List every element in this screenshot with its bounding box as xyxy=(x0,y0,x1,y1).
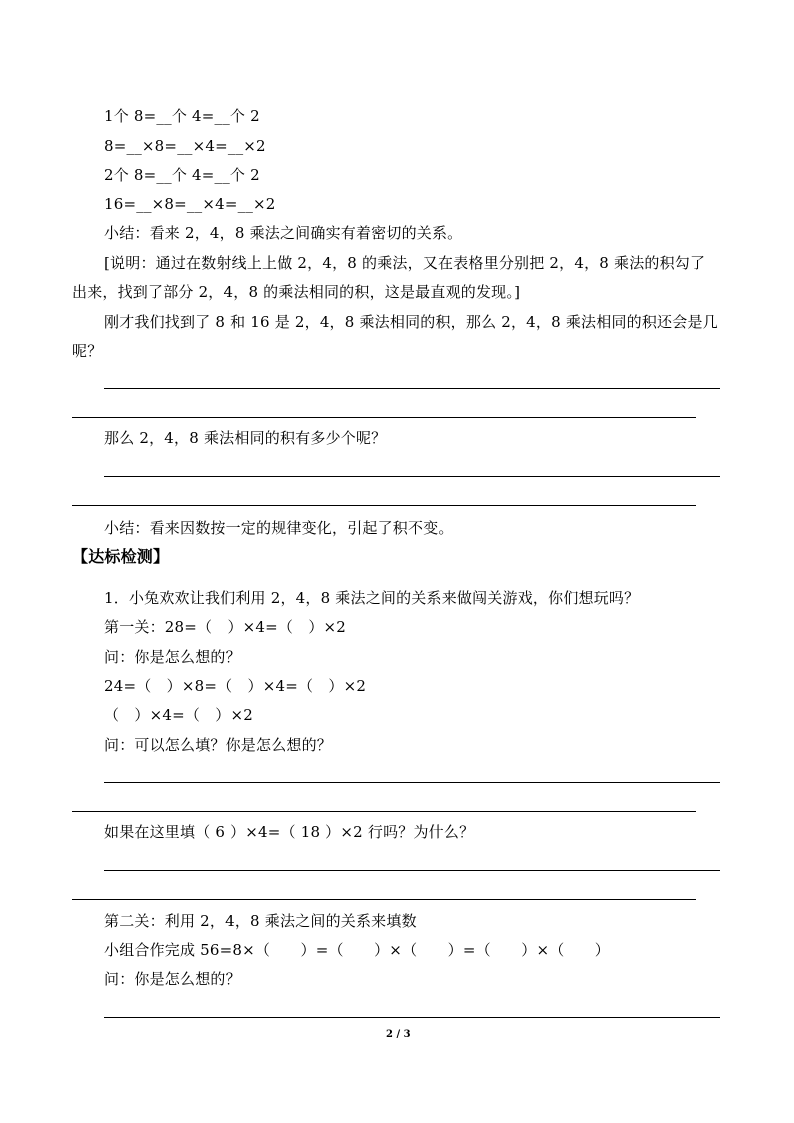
answer-line xyxy=(104,1017,720,1018)
section-title: 【达标检测】 xyxy=(72,547,170,566)
exercise-line: 问：你是怎么想的？ xyxy=(104,970,241,988)
text-line: 1个 8=__个 4=__个 2 xyxy=(104,107,260,125)
text-line: 8=__×8=__×4=__×2 xyxy=(104,137,266,155)
exercise-line: 小组合作完成 56=8×（ ）=（ ）×（ ）=（ ）×（ ） xyxy=(104,941,611,959)
exercise-line: 问：可以怎么填？你是怎么想的？ xyxy=(104,736,333,754)
answer-line xyxy=(104,476,720,477)
exercise-line: 第二关：利用 2，4，8 乘法之间的关系来填数 xyxy=(104,912,417,930)
exercise-line: 如果在这里填（ 6 ）×4=（ 18 ）×2 行吗？为什么？ xyxy=(104,823,475,841)
question-line: 呢？ xyxy=(72,342,103,360)
exercise-line: 第一关：28=（ ）×4=（ ）×2 xyxy=(104,618,347,636)
answer-line xyxy=(72,811,696,812)
answer-line xyxy=(72,899,696,900)
exercise-line: 1．小兔欢欢让我们利用 2，4，8 乘法之间的关系来做闯关游戏，你们想玩吗？ xyxy=(104,589,640,607)
answer-line xyxy=(72,505,696,506)
exercise-line: 24=（ ）×8=（ ）×4=（ ）×2 xyxy=(104,677,367,695)
answer-line xyxy=(104,782,720,783)
exercise-line: （ ）×4=（ ）×2 xyxy=(104,706,253,724)
note-line: 出来，找到了部分 2，4，8 的乘法相同的积，这是最直观的发现。] xyxy=(72,283,521,301)
answer-line xyxy=(104,388,720,389)
answer-line xyxy=(104,870,720,871)
question-line: 那么 2，4，8 乘法相同的积有多少个呢？ xyxy=(104,429,387,447)
page-number: 2 / 3 xyxy=(386,1029,411,1040)
summary-line: 小结：看来因数按一定的规律变化，引起了积不变。 xyxy=(104,519,454,537)
text-line: 16=__×8=__×4=__×2 xyxy=(104,195,276,213)
question-line: 刚才我们找到了 8 和 16 是 2，4，8 乘法相同的积，那么 2，4，8 乘法相同的积还会是几 xyxy=(104,313,718,331)
text-line: 2个 8=__个 4=__个 2 xyxy=(104,166,260,184)
exercise-line: 问：你是怎么想的？ xyxy=(104,648,241,666)
note-line: [说明：通过在数射线上上做 2，4，8 的乘法，又在表格里分别把 2，4，8 乘法的积勾了 xyxy=(104,254,706,272)
answer-line xyxy=(72,417,696,418)
summary-line: 小结：看来 2，4，8 乘法之间确实有着密切的关系。 xyxy=(104,224,463,242)
